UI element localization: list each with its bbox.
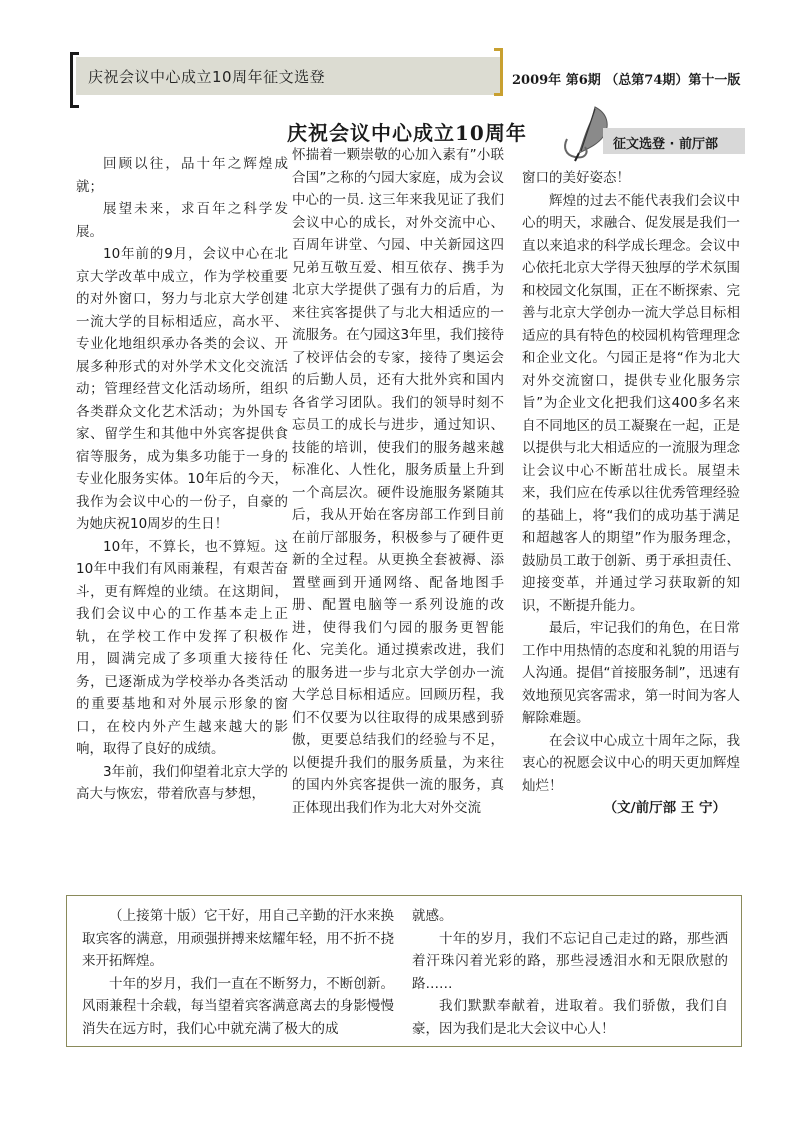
continued-column-left (82, 905, 394, 1045)
paragraph: 窗口的美好姿态！ (522, 170, 630, 186)
article-column-1 (76, 153, 288, 883)
paragraph: 展望未来，求百年之科学发展。 (76, 201, 288, 240)
article-column-2 (292, 144, 504, 884)
paragraph: 就感。 (412, 908, 453, 924)
paragraph: 辉煌的过去不能代表我们会议中心的明天，求融合、促发展是我们一直以来追求的科学成长理念。会议中心依托北京大学得天独厚的学术氛围和校园文化氛围，正在不断探索、完善与北京大学创办一流大学总目标相适应的具有特色的校园机构管理理念和企业文化。勺园正是将“作为北大对外交流窗口，提供专业化服务宗旨”为企业文化把我们这400多名来自不同地区的员工凝聚在一起，正是以提供与北大相适应的一流服为理念让会议中心不断茁壮成长。展望未来，我们应在传承以往优秀管理经验的基础上，将“我们的成功基于满足和超越客人的期望”作为服务理念，鼓励员工敢于创新、勇于承担责任、迎接变革，并通过学习获取新的知识，不断提升能力。 (522, 192, 740, 614)
paragraph: 3年前，我们仰望着北京大学的高大与恢宏，带着欣喜与梦想， (76, 763, 288, 802)
paragraph: 10年，不算长，也不算短。这10年中我们有风雨兼程，有艰苦奋斗，更有辉煌的业绩。在这期间，我们会议中心的工作基本走上正轨，在学校工作中发挥了积极作用，圆满完成了多项重大接待任务，已逐渐成为学校举办各类活动的重要基地和对外展示形象的窗口，在校内外产生越来越大的影响，取得了良好的成绩。 (76, 538, 288, 757)
paragraph: 十年的岁月，我们一直在不断努力，不断创新。风雨兼程十余载，每当望着宾客满意离去的身影慢慢消失在远方时，我们心中就充满了极大的成 (82, 975, 394, 1037)
paragraph: 最后，牢记我们的角色，在日常工作中用热情的态度和礼貌的用语与人沟通。提倡“首接服务制”，迅速有效地预见宾客需求，第一时间为客人解除难题。 (522, 620, 740, 726)
section-label: 征文选登 · 前厅部 (613, 137, 718, 152)
paragraph: 回顾以往，品十年之辉煌成就； (76, 156, 288, 195)
article-column-3 (522, 167, 740, 887)
paragraph: 怀揣着一颗崇敬的心加入素有”小联合国”之称的勺园大家庭，成为会议中心的一员. 这三年来我见证了我们会议中心的成长，对外交流中心、百周年讲堂、勺园、中关新园这四兄弟互敬互爱、相互依存、携手为北京大学提供了强有力的后盾，为来往宾客提供了与北大相适应的一流服务。在勺园这3年里，我们接待了校评估会的专家，接待了奥运会的后勤人员，还有大批外宾和国内各省学习团队。我们的领导时刻不忘员工的成长与进步，通过知识、技能的培训，使我们的服务越来越标准化、人性化，服务质量上升到一个高层次。硬件设施服务紧随其后，我从开始在客房部工作到目前在前厅部服务，积极参与了硬件更新的全过程。从更换全套被褥、添置壁画到开通网络、配备地图手册、配置电脑等一系列设施的改进，使得我们勺园的服务更智能化、完美化。通过摸索改进，我们的服务进一步与北京大学创办一流大学总目标相适应。回顾历程，我们不仅要为以往取得的成果感到骄傲，更要总结我们的经验与不足，以便提升我们的服务质量，为来往的国内外宾客提供一流的服务，真正体现出我们作为北大对外交流 (292, 147, 504, 816)
issue-info: 2009年 第6期 （总第74期）第十一版 (512, 73, 741, 88)
paragraph: 10年前的9月，会议中心在北京大学改革中成立，作为学校重要的对外窗口，努力与北京大学创建一流大学的目标相适应，高水平、专业化地组织承办各类的会议、开展多种形式的对外学术文化交流活动；管理经营文化活动场所，组织各类群众文化艺术活动；为外国专家、留学生和其他中外宾客提供食宿等服务，成为集多功能于一身的专业化服务实体。10年后的今天，我作为会议中心的一份子，自豪的为她庆祝10周岁的生日！ (76, 246, 288, 532)
author-signature: （文/前厅部 王 宁） (603, 800, 726, 816)
header-right-bracket (494, 48, 503, 96)
header-left-bracket (70, 52, 79, 108)
continued-column-right (412, 905, 728, 1045)
paragraph: 十年的岁月，我们不忘记自己走过的路，那些洒着汗珠闪着光彩的路，那些浸透泪水和无限欣慰的路…… (412, 930, 728, 992)
paragraph: （上接第十版）它干好，用自己辛勤的汗水来换取宾客的满意，用顽强拼搏来炫耀年轻，用不折不挠来开拓辉煌。 (82, 908, 394, 969)
paragraph: 在会议中心成立十周年之际，我衷心的祝愿会议中心的明天更加辉煌灿烂！ (522, 732, 740, 794)
paragraph: 我们默默奉献着，进取着。我们骄傲，我们自豪，因为我们是北大会议中心人！ (412, 998, 728, 1037)
header-title: 庆祝会议中心成立10周年征文选登 (88, 68, 326, 86)
article-title: 庆祝会议中心成立10周年 (287, 121, 527, 145)
